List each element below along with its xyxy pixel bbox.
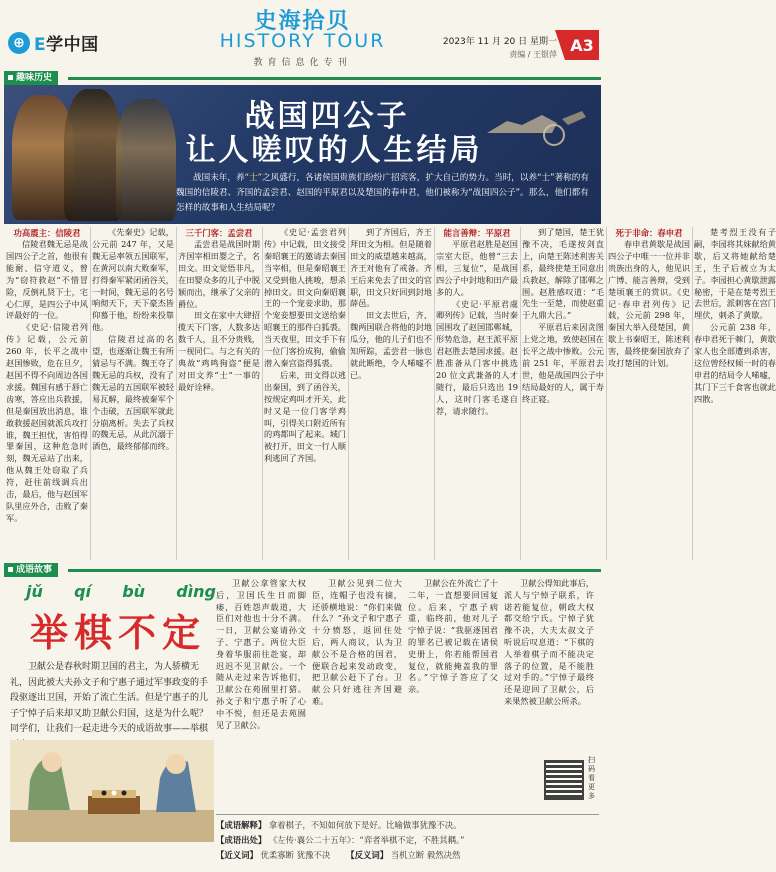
article-paragraph: 田文去世后，齐、魏两国联合将他的封地瓜分，他的儿子们也不知所踪，孟尝君一脉也就此断绝，令人唏嘘不已。 <box>350 310 432 380</box>
article-column <box>350 227 432 560</box>
article-paragraph: 《史记·平原君虞卿列传》记载，当时秦国围攻了赵国邯郸城，形势危急，赵王派平原君赵胜去楚国求援。赵胜准备从门客中挑选 20 位文武兼备的人才随行，最后只选出 19 人，这时门客毛遂自荐，请求随行。 <box>436 298 518 416</box>
noble-figure-image <box>64 89 122 221</box>
pinyin-syllable: qí <box>74 582 91 601</box>
pinyin-syllable: bù <box>122 582 146 601</box>
column-rule <box>68 569 601 572</box>
article-paragraph: 到了齐国后，齐王拜田文为相。但是随着田文的威望越来越高，齐王对他有了戒备。齐王后来免去了田文的官职，田文只好回到封地薛邑。 <box>350 227 432 309</box>
glossary-row <box>216 849 460 862</box>
column-divider <box>434 227 435 560</box>
story-paragraph: 卫献公拿管家大权后，卫国氏生日而脚痿，百姓怨声载道，大臣们对他也十分不满。一日，卫献公宴请孙文子、宁惠子。两位大臣身着华服前往赴宴，却迟迟不见卫献公。一个随从走过来告诉他们，卫献公在苑囿里打猎。孙文子和宁惠子听了心中不悦，但还是去苑囿见了卫献公。 <box>216 578 306 730</box>
masthead <box>0 0 605 70</box>
glossary-key: 【近义词】 <box>216 850 258 860</box>
article-paragraph: 信陵君魏无忌是战国四公子之首，他很有能耐、信守道义，曾为“窃符救赵”不惜冒险，反倒礼贤下士，宅心仁厚，是四公子中风评最好的一位。 <box>6 239 88 321</box>
column-divider <box>606 227 607 560</box>
story-paragraph: 卫献公见到二位大臣，连帽子也没有摘，还骄横地说：“你们来做什么？”孙文子和宁惠子十分愤怒，返回住处后，两人商议，认为卫献公不是合格的国君，便联合起来发动政变，把卫献公赶下了台。卫献公只好逃往齐国避难。 <box>312 578 402 706</box>
article-paragraph: 《先秦史》记载，公元前 247 年，又是魏无忌率领五国联军，在黄河以南大败秦军，打得秦军紧闭函谷关，一时间，魏无忌的名号响彻天下，天下豪杰皆仰慕于他，纷纷来投靠他。 <box>92 227 174 333</box>
column-divider <box>692 227 693 560</box>
pinyin-syllable: dìng <box>176 582 216 601</box>
story-column <box>408 578 498 810</box>
column-divider <box>176 227 177 560</box>
article-paragraph: 楚考烈王没有子嗣，李园将其妹献给黄歇，后又将她献给楚王，生子后被立为太子。李园担心黄歇泄露秘密，于是在楚考烈王去世后，派刺客在宫门埋伏，刺杀了黄歇。 <box>694 227 776 321</box>
article-paragraph: 田文在家中大肆招揽天下门客，人数多达数千人，且不分贵贱，一视同仁。与之有关的典故“鸡鸣狗盗”便是对田文养“士”一事的最好诠释。 <box>178 310 260 392</box>
chess-players-illustration <box>10 740 214 842</box>
article-paragraph: 春申君黄歇是战国四公子中唯一一位并非贵族出身的人，他见识广博、能言善辩，受到楚顷襄王的赏识。《史记·春申君列传》记载，公元前 298 年，秦国大举入侵楚国，黄歇上书秦昭王，陈述利害，最终使秦国放弃了攻打楚国的计划。 <box>608 239 690 369</box>
section-title-en: HISTORY TOUR <box>219 30 386 52</box>
page-number: A3 <box>565 30 599 60</box>
column-divider <box>520 227 521 560</box>
column-tag-history: 趣味历史 <box>4 71 58 85</box>
article-subheading: 三千门客：孟尝君 <box>185 228 253 238</box>
logo-name: E学中国 <box>34 35 99 55</box>
story-column <box>312 578 402 810</box>
article-paragraph: 《史记·孟尝君列传》中记载，田文接受秦昭襄王的邀请去秦国当宰相，但是秦昭襄王又受到他人挑唆，想杀掉田文。田文向秦昭襄王的一个宠妾求助，那个宠妾想要田文送给秦昭襄王的那件白狐裘。当天夜里，田文手下有一位门客扮成狗，偷偷潜入秦宫盗得狐裘。 <box>264 227 346 368</box>
article-column <box>436 227 518 560</box>
glossary-row <box>216 819 462 832</box>
article-paragraph: 信陵君过高的名望，也逐渐让魏王有所猜忌与不满。魏王夺了魏无忌的兵权，没有了魏无忌的五国联军被轻易瓦解，最终被秦军个个击破，五国联军就此分崩离析。失去了兵权的魏无忌，从此沉溺于酒色，最终郁郁而终。 <box>92 334 174 452</box>
article-column <box>6 227 88 560</box>
pinyin-syllable: jǔ <box>26 582 43 601</box>
article-paragraph: 公元前 238 年，春申君死于棘门，黄歇家人也全部遭到杀害，这位曾经权倾一时的春申君的结局令人唏嘘，其门下三千食客也就此四散。 <box>694 322 776 404</box>
idiom-panel <box>4 578 214 842</box>
story-column <box>216 578 306 810</box>
article-paragraph: 到了楚国，楚王犹豫不决，毛遂按剑直上，向楚王陈述利害关系，最终使楚王同意出兵救赵，解除了邯郸之围。赵胜感叹道：“毛先生一至楚，而使赵重于九鼎大吕。” <box>522 227 604 321</box>
story-column <box>504 578 594 758</box>
glossary-key: 【成语解释】 <box>216 820 267 830</box>
issue-date: 2023年 11 月 20 日 星期一 <box>442 37 557 47</box>
logo-mark-icon: ⊕ <box>8 32 30 54</box>
article-column <box>522 227 604 560</box>
glossary-value: 《左传·襄公二十五年》：“弈者举棋不定，不胜其耦。” <box>268 835 465 845</box>
glossary-key: 【反义词】 <box>346 850 389 860</box>
glossary-value: 当机立断 毅然决然 <box>390 850 461 860</box>
banner-intro: 战国末年，养“士”之风盛行，各诸侯国贵族们纷纷广招宾客，扩大自己的势力。当时，以养“士”著称的有魏国的信陵君、齐国的孟尝君、赵国的平原君以及楚国的春申君，他们被称为“战国四公子”。那么，他们都有怎样的故事和人生结局呢？ <box>176 173 589 213</box>
column-divider <box>348 227 349 560</box>
article-subheading: 死于非命：春申君 <box>615 228 683 238</box>
column-divider <box>262 227 263 560</box>
article-column <box>694 227 776 560</box>
idiom-pinyin <box>26 582 216 601</box>
section-title-cn: 史海拾贝 <box>254 9 351 34</box>
feature-article <box>6 227 776 560</box>
section-tagline: 教育信息化专刊 <box>253 58 352 68</box>
article-column <box>264 227 346 560</box>
article-subheading: 能言善辩：平原君 <box>443 228 511 238</box>
feature-banner <box>4 85 601 224</box>
article-paragraph: 《史记·信陵君列传》记载，公元前 260 年，长平之战中赵国惨败，危在旦夕，赵国不得不向周边各国求援。魏国有感于唇亡齿寒，答应出兵救援，但是秦国放出消息，谁敢救援赵国就派兵攻打谁，魏王担忧，害怕得罪秦国，这种危急时刻，魏无忌站了出来，他从魏王处窃取了兵符，赶往前线调兵出击，最后，他与赵国军队里应外合，击败了秦军。 <box>6 322 88 523</box>
article-column <box>608 227 690 560</box>
story-paragraph: 卫献公得知此事后，派人与宁悼子联系，许诺若能复位，朝政大权都交给宁氏。宁悼子犹豫不决，大夫太叔文子听说后叹息道：“下棋的人举着棋子而不能决定落子的位置，是不能胜过对手的。”宁悼子最终还是迎回了卫献公，后来果然被卫献公所杀。 <box>504 578 594 706</box>
glossary-value: 拿着棋子，不知如何放下是好。比喻做事犹豫不决。 <box>268 820 462 830</box>
idiom-intro: 卫献公是春秋时期卫国的君主，为人骄横无礼，因此被大夫孙文子和宁惠子通过军事政变的手段驱逐出卫国，开始了流亡生活。但是宁惠子的儿子宁悼子后来却又助卫献公归国，这是为什么呢？同学们，让我们一起走进今天的成语故事——举棋 <box>10 662 209 734</box>
article-paragraph: 平原君后来因贪图上党之地，致使赵国在长平之战中惨败。公元前 251 年，平原君去世，他是战国四公子中结局最好的人，属于寿终正寝。 <box>522 322 604 404</box>
article-subheading: 功高震主：信陵君 <box>13 228 81 238</box>
glossary-row <box>216 834 465 847</box>
article-column <box>178 227 260 560</box>
article-column <box>92 227 174 560</box>
column-rule <box>68 77 601 80</box>
story-paragraph: 卫献公在外流亡了十二年，一直想要回国复位。后来，宁惠子病重，临终前，他对儿子宁悼子说：“我驱逐国君的罪名已被记载在诸侯史册上，你若能帮国君复位，就能掩盖我的罪名。”宁悼子答应了父亲。 <box>408 578 498 695</box>
glossary-value: 优柔寡断 犹豫不决 <box>260 850 331 860</box>
glossary-key: 【成语出处】 <box>216 835 267 845</box>
article-paragraph: 后来，田文得以逃出秦国，到了函谷关，按规定鸡叫才开关，此时又是一位门客学鸡叫，引得关口附近所有的鸡都叫了起来。城门被打开，田文一行人顺利逃回了齐国。 <box>264 369 346 464</box>
article-paragraph: 孟尝君是战国时期齐国宰相田婴之子，名田文。田文觉悟非凡，在田婴众多的儿子中脱颖而出，继承了父亲的爵位。 <box>178 239 260 309</box>
column-tag-idiom: 成语故事 <box>4 563 58 577</box>
banner-title-line1: 战国四公子 <box>244 99 410 134</box>
article-paragraph: 平原君赵胜是赵国宗室大臣，他曾“三去相，三复位”，是战国四公子中封地和田产最多的人。 <box>436 239 518 297</box>
idiom-story <box>216 578 598 810</box>
qr-code-label: 扫码看更多 <box>588 756 595 800</box>
banner-title-line2: 让人嗟叹的人生结局 <box>185 133 483 168</box>
idiom-glossary <box>216 814 599 868</box>
editor-credit: 责编 / 王银萍 <box>509 50 557 59</box>
column-divider <box>90 227 91 560</box>
idiom-title: 举棋不定 <box>29 611 206 655</box>
qr-code-image[interactable] <box>544 760 584 800</box>
